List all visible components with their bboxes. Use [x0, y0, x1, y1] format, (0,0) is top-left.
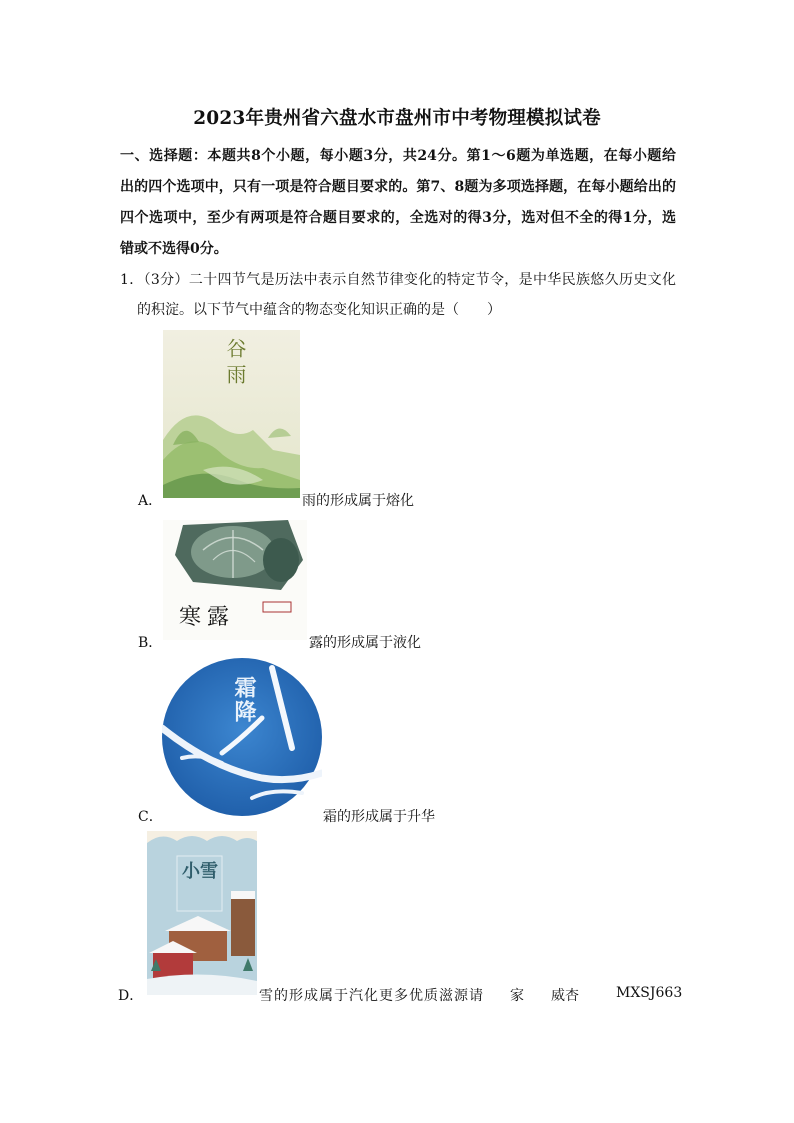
option-d-image-caption: 小雪 [182, 861, 218, 882]
question-1-stem-line-2: 的积淀。以下节气中蕴含的物态变化知识正确的是（ ） [137, 302, 501, 318]
option-c-text: 霜的形成属于升华 [323, 809, 435, 825]
section-intro-line-3: 四个选项中，至少有两项是符合题目要求的，全选对的得3分，选对但不全的得1分，选 [120, 210, 676, 226]
option-b-image-hanlu [163, 520, 307, 640]
section-intro-line-2: 出的四个选项中，只有一项是符合题目要求的。第7、8题为多项选择题，在每小题给出的 [120, 179, 676, 195]
option-d-text: 雪的形成属于汽化更多优质滋源请 [259, 988, 484, 1004]
page-title: 2023年贵州省六盘水市盘州市中考物理模拟试卷 [193, 108, 601, 129]
section-intro-line-4: 错或不选得0分。 [120, 241, 228, 257]
option-a-image-guyu [163, 330, 300, 498]
option-d-label: D． [118, 988, 144, 1004]
watermark-text-3: MXSJ663 [616, 985, 683, 1001]
option-b-image-caption: 寒露 [179, 605, 236, 630]
question-1-stem-line-1: 1．（3分）二十四节气是历法中表示自然节律变化的特定节令，是中华民族悠久历史文化 [120, 272, 676, 288]
option-d-image-xiaoxue [147, 831, 257, 995]
option-c-image-caption: 霜降 [231, 676, 256, 724]
option-c-label: C． [138, 809, 163, 825]
option-b-text: 露的形成属于液化 [309, 635, 421, 651]
option-c-image-shuangjiang [162, 658, 322, 816]
option-a-image-caption: 谷雨 [223, 338, 247, 390]
watermark-text-1: 家 [510, 988, 524, 1004]
option-b-label: B． [138, 635, 163, 651]
option-a-label: A． [138, 493, 163, 509]
watermark-text-2: 威杏 [551, 988, 579, 1004]
section-intro-line-1: 一、选择题：本题共8个小题，每小题3分，共24分。第1～6题为单选题，在每小题给 [120, 148, 676, 164]
option-a-text: 雨的形成属于熔化 [302, 493, 414, 509]
